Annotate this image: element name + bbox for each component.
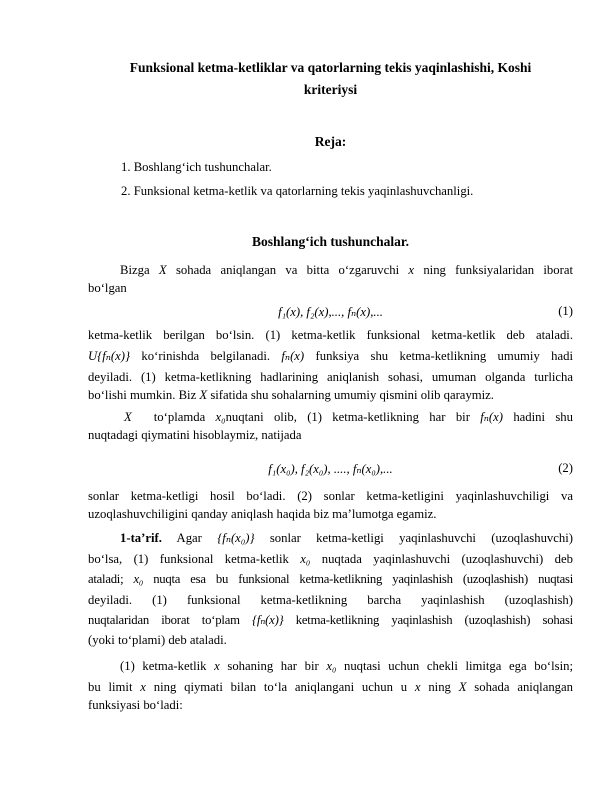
plan-item-1: 1. Boshlang‘ich tushunchalar. [121,160,272,174]
para2-line-1: ketma-ketlik berilgan bo‘lsin. (1) ketma-ketlik funksional ketma-ketlik deb ataladi. [88,328,573,342]
definition-1-line-4: deyiladi. (1) funksional ketma-ketlikning barcha yaqinlashish (uzoqlashish) [88,593,573,607]
definition-1-line-5: nuqtalaridan iborat to‘plam {fₙ(x)} ketma-ketlikning yaqinlashish (uzoqlashish) sohasi [88,613,574,627]
equation-1 [88,304,573,319]
equation-2 [88,461,573,476]
equation-2-number: (2) [558,461,573,475]
para4-line-1: sonlar ketma-ketligi hosil bo‘ladi. (2) sonlar ketma-ketligini yaqinlashuvchiligi va [88,489,573,503]
para4-line-2: uzoqlashuvchiligini qanday aniqlash haqida biz ma’lumotga egamiz. [88,507,437,521]
plan-heading: Reja: [314,134,347,149]
para2-line-4: bo‘lishi mumkin. Biz X sifatida shu sohalarning umumiy qismini olib qaraymiz. [88,388,494,402]
definition-1-label: 1-ta’rif. [120,531,162,545]
para2-line-3: deyiladi. (1) ketma-ketlikning hadlarining aniqlanish sohasi, umuman olganda turlicha [88,370,573,384]
title-line-1: Funksional ketma-ketliklar va qatorlarning tekis yaqinlashishi, Koshi [129,60,532,75]
plan-item-2: 2. Funksional ketma-ketlik va qatorlarning tekis yaqinlashuvchanligi. [121,184,474,198]
para5-line-3: funksiyasi bo‘ladi: [88,698,183,712]
para2-line-2: U{fₙ(x)} ko‘rinishda belgilanadi. fₙ(x) funksiya shu ketma-ketlikning umumiy hadi [88,349,573,363]
para1-line-2: bo‘lgan [88,281,127,295]
para5-line-2: bu limit x ning qiymati bilan to‘la aniqlangani uchun u x ning X sohada aniqlangan [88,680,573,694]
para5-line-1: (1) ketma-ketlik x sohaning har bir x₀ nuqtasi uchun chekli limitga ega bo‘lsin; [120,659,573,673]
para3-line-1: X to‘plamda x₀nuqtani olib, (1) ketma-ketlikning har bir fₙ(x) hadini shu [124,410,573,424]
document-title [88,57,573,101]
title-line-2: kriteriysi [303,82,358,97]
section-heading: Boshlang‘ich tushunchalar. [251,234,410,249]
equation-1-number: (1) [558,304,573,318]
equation-1-formula: f₁(x), f₂(x),..., fₙ(x),... [278,305,383,319]
definition-1-line-1: 1-ta’rif. Agar {fₙ(x₀)} sonlar ketma-ketligi yaqinlashuvchi (uzoqlashuvchi) [120,531,573,545]
definition-1-line-2: bo‘lsa, (1) funksional ketma-ketlik x₀ nuqtada yaqinlashuvchi (uzoqlashuvchi) deb [88,552,573,566]
definition-1-line-3: ataladi; x₀ nuqta esa bu funksional ketma-ketlikning yaqinlashish (uzoqlashish) nuqtasi [88,572,573,586]
para3-line-2: nuqtadagi qiymatini hisoblaymiz, natijada [88,428,302,442]
definition-1-line-6: (yoki to‘plami) deb ataladi. [88,633,227,647]
equation-2-formula: f₁(x₀), f₂(x₀), ...., fₙ(x₀),... [268,462,393,476]
para1-line-1: Bizga X sohada aniqlangan va bitta o‘zgaruvchi x ning funksiyalaridan iborat [120,263,573,277]
